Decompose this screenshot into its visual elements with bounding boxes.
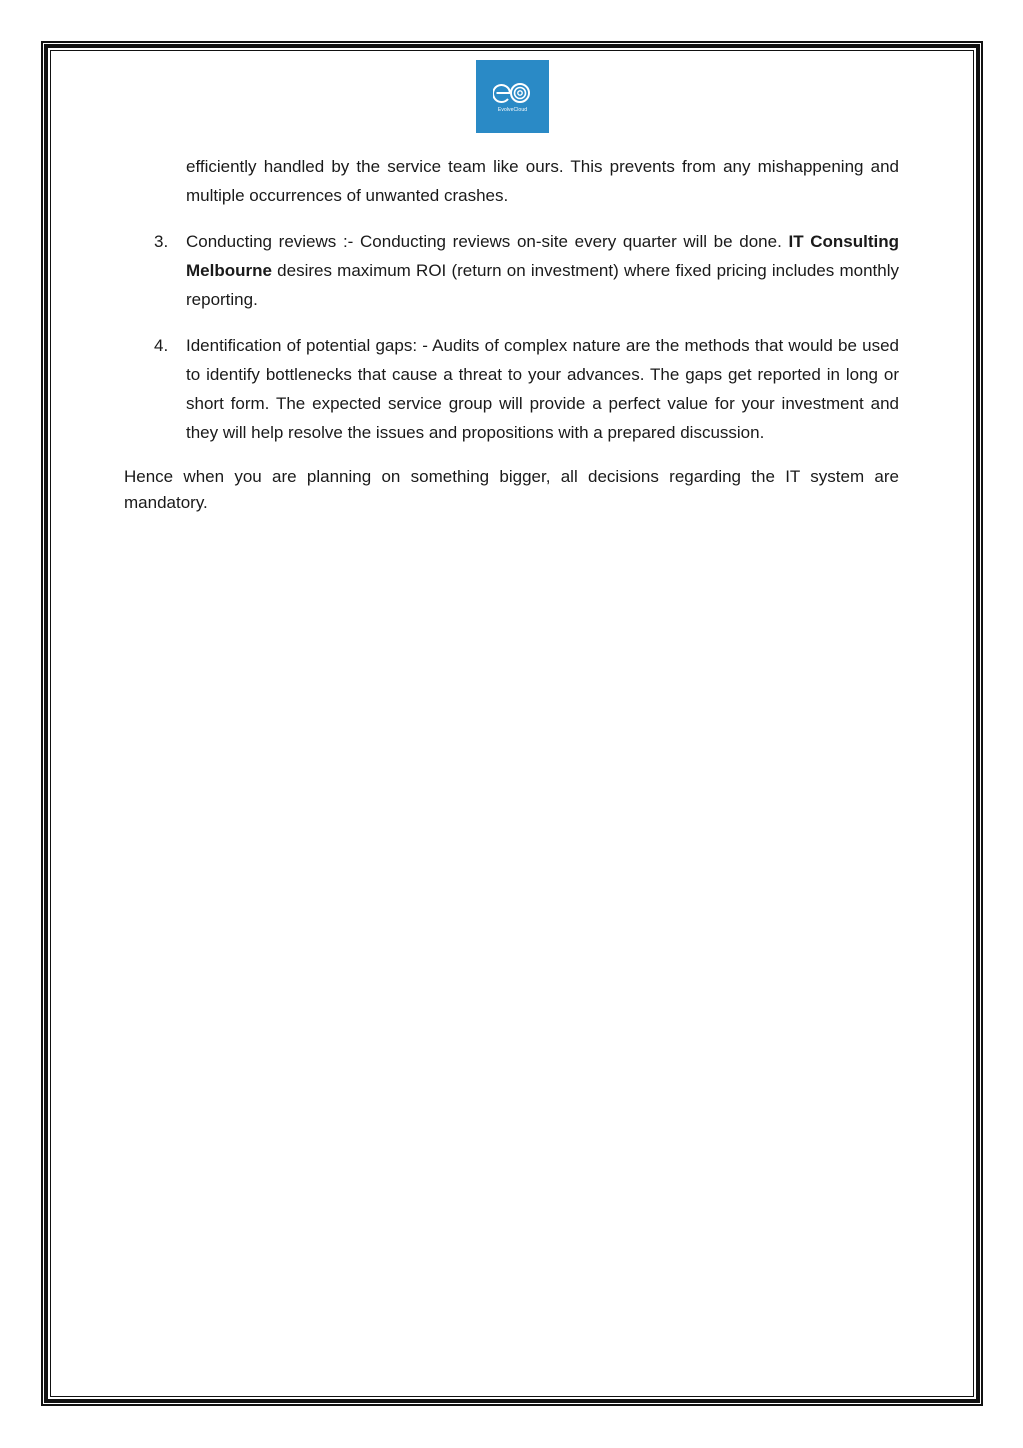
logo-text: EvolveCloud [497, 107, 528, 113]
continued-paragraph: efficiently handled by the service team like ours. This prevents from any mishappening and multiple occurrences of unwanted crashes. [186, 157, 899, 205]
list-number: 3. [154, 232, 169, 251]
list-text-after: desires maximum ROI (return on investment) where fixed pricing includes monthly reporting. [186, 261, 899, 309]
list-number: 4. [154, 336, 169, 355]
list-text-before: Conducting reviews :- Conducting reviews on-site every quarter will be done. [186, 232, 789, 251]
document-body [124, 152, 899, 516]
closing-paragraph: Hence when you are planning on something bigger, all decisions regarding the IT system are mandatory. [124, 467, 899, 512]
list-text: Identification of potential gaps: - Audits of complex nature are the methods that would be used to identify bottlenecks that cause a threat to your advances. The gaps get reported in long or short form. The expected service group will provide a perfect value for your investment and they will help resolve the issues and propositions with a prepared discussion. [186, 336, 899, 442]
list-item-4 [124, 331, 899, 447]
list-item-3 [124, 227, 899, 314]
list-text [186, 232, 899, 309]
evolvecloud-logo [476, 60, 549, 133]
bold-link-text: IT Consulting Melbourne [186, 232, 899, 280]
evolvecloud-logo-icon [493, 80, 533, 106]
